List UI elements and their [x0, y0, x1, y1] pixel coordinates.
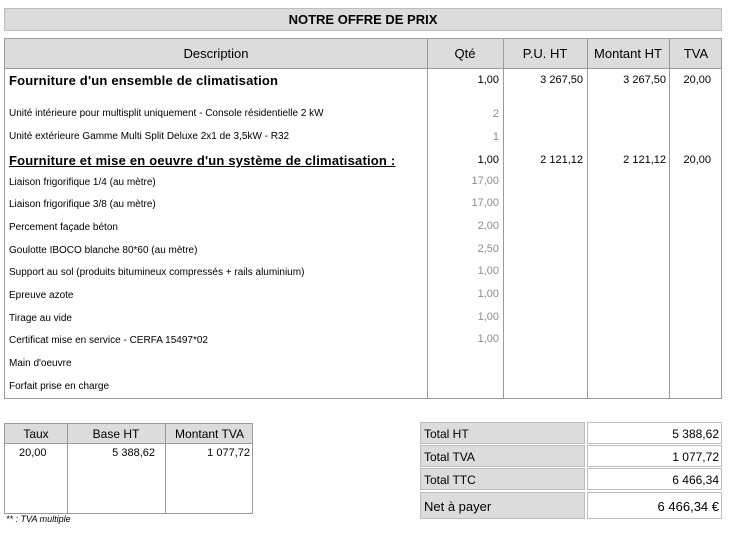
row-qte: 2 [492, 108, 499, 120]
column-divider [165, 424, 166, 513]
row-description: Fourniture d'un ensemble de climatisation [9, 73, 279, 88]
column-divider [587, 39, 588, 398]
header-montant-tva: Montant TVA [175, 427, 244, 441]
quote-table-header [5, 39, 721, 69]
row-description: Liaison frigorifique 1/4 (au mètre) [9, 177, 156, 188]
row-montant: 3 267,50 [623, 74, 666, 86]
row-description: Tirage au vide [9, 313, 72, 324]
row-qte: 17,00 [471, 197, 499, 209]
total-ttc-label: Total TTC [420, 468, 585, 490]
net-a-payer-value: 6 466,34 € [587, 492, 722, 519]
header-tva: TVA [683, 46, 709, 61]
header-taux: Taux [23, 427, 49, 441]
row-description: Support au sol (produits bitumineux compressés + rails aluminium) [9, 267, 305, 278]
column-divider [67, 424, 68, 513]
row-description: Epreuve azote [9, 290, 74, 301]
column-divider [503, 39, 504, 398]
row-description: Unité intérieure pour multisplit uniquement - Console résidentielle 2 kW [9, 108, 324, 119]
total-tva-label: Total TVA [420, 445, 585, 467]
row-tva: 20,00 [683, 154, 711, 166]
totals-block [420, 422, 722, 519]
row-description: Main d'oeuvre [9, 358, 72, 369]
row-qte: 1,00 [477, 74, 499, 86]
header-qte: Qté [454, 46, 476, 61]
vat-summary-table [4, 423, 253, 514]
row-description: Fourniture et mise en oeuvre d'un système de climatisation : [9, 153, 396, 168]
row-description: Liaison frigorifique 3/8 (au mètre) [9, 199, 156, 210]
row-qte: 1,00 [477, 288, 499, 300]
total-ttc-row [420, 468, 722, 490]
vat-amount: 1 077,72 [207, 447, 250, 459]
vat-rate: 20,00 [19, 447, 47, 459]
row-description: Forfait prise en charge [9, 381, 110, 392]
quote-table [4, 38, 722, 399]
total-ht-label: Total HT [420, 422, 585, 444]
header-base: Base HT [92, 427, 140, 441]
header-montant: Montant HT [594, 46, 662, 61]
row-description: Certificat mise en service - CERFA 15497*02 [9, 335, 208, 346]
row-qte: 1,00 [477, 265, 499, 277]
total-tva-value: 1 077,72 [587, 445, 722, 467]
total-ht-row [420, 422, 722, 444]
total-ttc-value: 6 466,34 [587, 468, 722, 490]
row-qte: 1,00 [477, 311, 499, 323]
row-pu: 3 267,50 [540, 74, 583, 86]
row-description: Unité extérieure Gamme Multi Split Deluxe 2x1 de 3,5kW - R32 [9, 131, 290, 142]
column-divider [669, 39, 670, 398]
column-divider [427, 39, 428, 398]
row-qte: 1 [492, 131, 499, 143]
total-ht-value: 5 388,62 [587, 422, 722, 444]
row-qte: 17,00 [471, 175, 499, 187]
row-qte: 1,00 [477, 333, 499, 345]
footnote: ** : TVA multiple [6, 514, 71, 524]
net-a-payer-row [420, 492, 722, 519]
row-description: Goulotte IBOCO blanche 80*60 (au mètre) [9, 245, 198, 256]
header-pu: P.U. HT [522, 46, 568, 61]
row-qte: 2,00 [477, 220, 499, 232]
total-tva-row [420, 445, 722, 467]
vat-table-header [5, 424, 252, 444]
row-montant: 2 121,12 [623, 154, 666, 166]
page-title: NOTRE OFFRE DE PRIX [4, 8, 722, 31]
net-a-payer-label: Net à payer [420, 492, 585, 519]
row-qte: 1,00 [477, 154, 499, 166]
row-description: Percement façade béton [9, 222, 118, 233]
row-tva: 20,00 [683, 74, 711, 86]
vat-base: 5 388,62 [112, 447, 155, 459]
row-qte: 2,50 [477, 243, 499, 255]
header-description: Description [183, 46, 249, 61]
row-pu: 2 121,12 [540, 154, 583, 166]
